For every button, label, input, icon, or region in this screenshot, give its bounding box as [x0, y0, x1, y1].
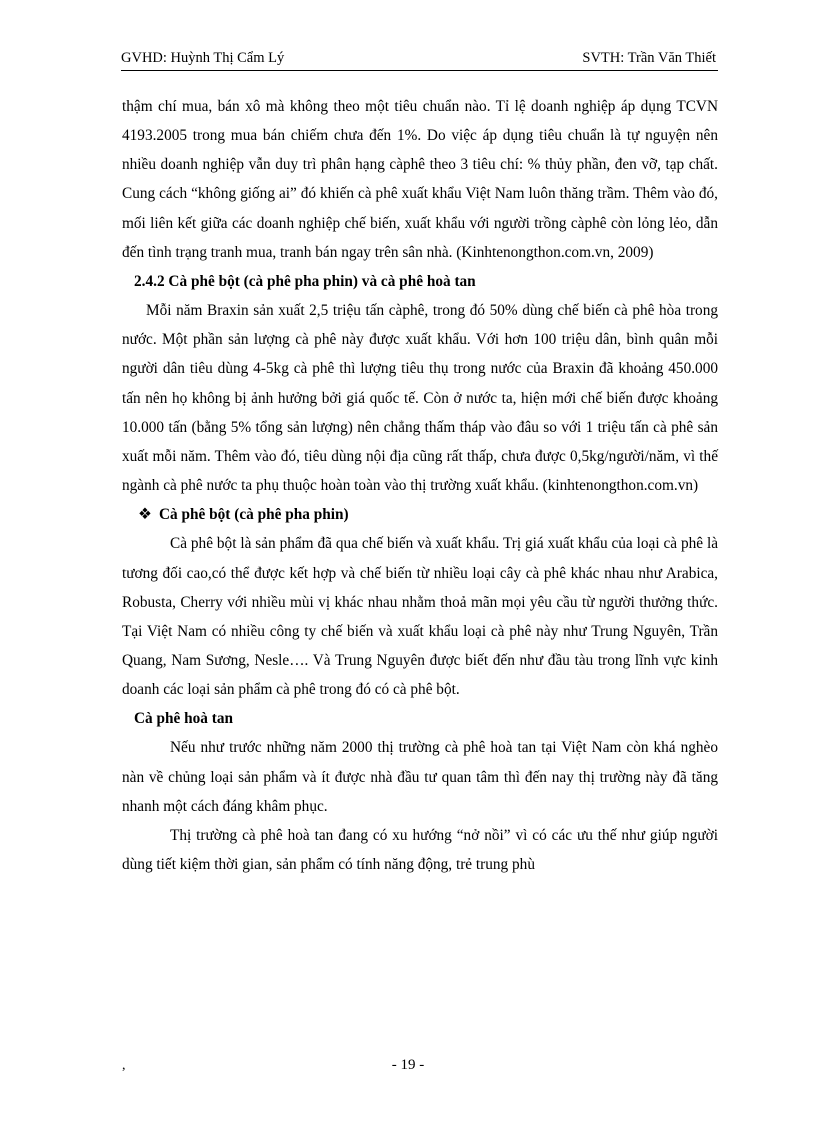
paragraph-ca-phe-bot: Cà phê bột là sản phẩm đã qua chế biến và xuất khẩu. Trị giá xuất khẩu của loại cà phê là tương đối cao,có thể được kết hợp và chế biến từ nhiều loại cây cà phê khác nhau như Arabica, Robusta, Cherry với nhiều mùi vị khác nhau nhằm thoả mãn mọi yêu cầu từ người thưởng thức. Tại Việt Nam có nhiều công ty chế biến và xuất khẩu loại cà phê này như Trung Nguyên, Trần Quang, Nam Sương, Nesle…. Và Trung Nguyên được biết đến như đầu tàu trong lĩnh vực kinh doanh các loại sản phẩm cà phê trong đó có cà phê bột.: [122, 535, 718, 699]
document-body: [122, 92, 718, 879]
bullet-heading-text: Cà phê bột (cà phê pha phin): [159, 506, 349, 524]
page-header: [121, 50, 718, 71]
header-supervisor: GVHD: Huỳnh Thị Cẩm Lý: [121, 50, 285, 66]
header-student: SVTH: Trần Văn Thiết: [582, 50, 716, 66]
section-heading-2-4-2: 2.4.2 Cà phê bột (cà phê pha phin) và cà phê hoà tan: [134, 272, 476, 290]
paragraph-hoa-tan-1: Nếu như trước những năm 2000 thị trường cà phê hoà tan tại Việt Nam còn khá nghèo nàn về chủng loại sản phẩm và ít được nhà đầu tư quan tâm thì đến nay thị trường này đã tăng nhanh một cách đáng khâm phục.: [122, 739, 718, 815]
subheading-ca-phe-hoa-tan: Cà phê hoà tan: [134, 710, 234, 728]
diamond-bullet-icon: ❖: [138, 506, 152, 524]
bullet-heading-ca-phe-bot: [122, 500, 718, 529]
page-number: - 19 -: [391, 1057, 425, 1073]
paragraph-intro: thậm chí mua, bán xô mà không theo một tiêu chuẩn nào. Tỉ lệ doanh nghiệp áp dụng TCVN 4193.2005 trong mua bán chiếm chưa đến 1%. Do việc áp dụng tiêu chuẩn là tự nguyện nên nhiều doanh nghiệp vẫn duy trì phân hạng càphê theo 3 tiêu chí: % thủy phần, đen vỡ, tạp chất. Cung cách “không giống ai” đó khiến cà phê xuất khẩu Việt Nam luôn thăng trầm. Thêm vào đó, mối liên kết giữa các doanh nghiệp chế biến, xuất khẩu với người trồng càphê còn lỏng lẻo, dẫn đến tình trạng tranh mua, tranh bán ngay trên sân nhà. (Kinhtenongthon.com.vn, 2009): [122, 98, 718, 261]
paragraph-hoa-tan-2: Thị trường cà phê hoà tan đang có xu hướng “nở nồi” vì có các ưu thế như giúp người dùng tiết kiệm thời gian, sản phẩm có tính năng động, trẻ trung phù: [122, 826, 718, 874]
footer-mark: ,: [122, 1058, 126, 1073]
paragraph-braxin: Mỗi năm Braxin sản xuất 2,5 triệu tấn càphê, trong đó 50% dùng chế biến cà phê hòa trong nước. Một phần sản lượng cà phê này được xuất khẩu. Với hơn 100 triệu dân, bình quân mỗi người dân tiêu dùng 4-5kg cà phê thì lượng tiêu thụ trong nước của Braxin đã khoảng 450.000 tấn nên họ không bị ảnh hưởng bởi giá quốc tế. Còn ở nước ta, hiện mới chế biến được khoảng 10.000 tấn (bằng 5% tổng sản lượng) nên chẳng thấm tháp vào đâu so với 1 triệu tấn cà phê sản xuất mỗi năm. Thêm vào đó, tiêu dùng nội địa cũng rất thấp, chưa được 0,5kg/người/năm, vì thế ngành cà phê nước ta phụ thuộc hoàn toàn vào thị trường xuất khẩu. (kinhtenongthon.com.vn): [122, 302, 718, 495]
